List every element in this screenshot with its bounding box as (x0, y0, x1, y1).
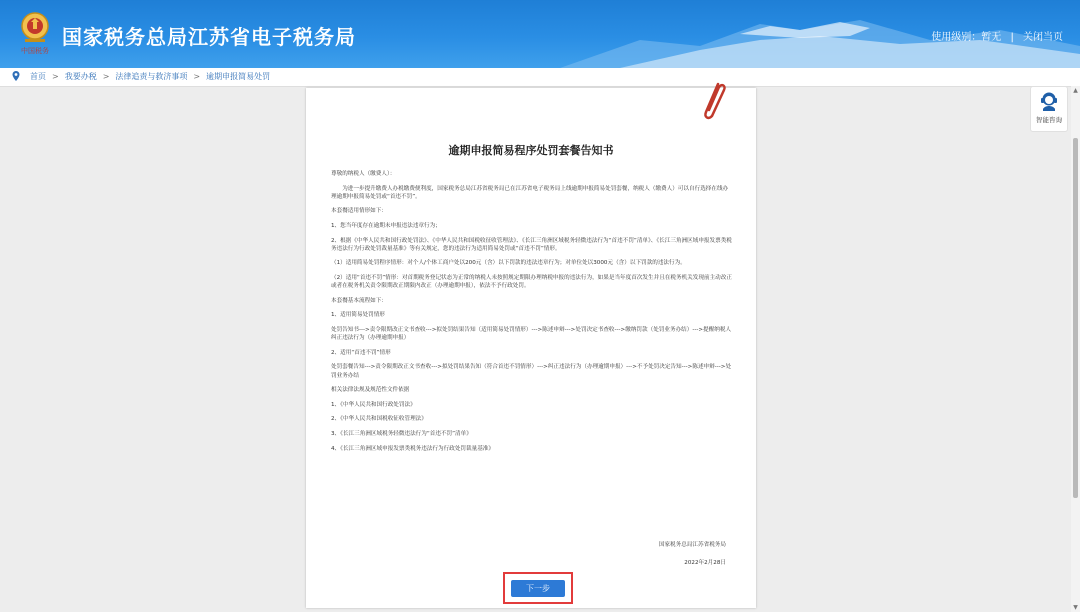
breadcrumb-separator: > (193, 72, 201, 81)
smart-consult-widget[interactable] (1030, 86, 1068, 132)
law-item-1: 1、《中华人民共和国行政处罚法》 (331, 401, 416, 408)
header-user-actions (928, 28, 1066, 43)
next-step-button[interactable]: 下一步 (511, 580, 565, 597)
flow-2-title: 2、适用“首违不罚”情形 (331, 349, 391, 356)
breadcrumb-home[interactable]: 首页 (30, 72, 46, 81)
tax-emblem-icon (16, 10, 54, 58)
customer-service-icon (1040, 91, 1058, 113)
location-pin-icon (11, 68, 21, 85)
flow-1-steps: 处罚告知书--->责令限期改正文书查收--->拟处罚结果告知（适用简易处罚情形）--->陈述申辩--->处罚决定书查收--->缴纳罚款（处罚业务办结）--->提醒纳税人纠正违法行为（办理逾期申报） (331, 326, 732, 342)
greeting-text: 尊敬的纳税人（缴费人）： (331, 171, 396, 177)
page-scrollbar[interactable] (1071, 86, 1080, 612)
document-body (331, 170, 733, 459)
scroll-down-arrow-icon[interactable]: ▼ (1073, 604, 1078, 611)
flow-heading: 本套餐基本流程如下： (331, 297, 387, 304)
svg-text:中国税务: 中国税务 (21, 47, 49, 55)
header-separator: | (1010, 32, 1014, 43)
flow-1-title: 1、适用简易处罚情形 (331, 312, 385, 319)
smart-consult-label: 智能咨询 (1036, 116, 1062, 124)
signature-date: 2022年2月28日 (684, 560, 726, 566)
breadcrumb-tax-services[interactable]: 我要办税 (64, 72, 97, 81)
scope-item-1: 1、您当年度存在逾期未申报违法违章行为； (331, 222, 441, 229)
law-item-4: 4、《长江三角洲区域申报发票类税务违法行为行政处罚裁量基准》 (331, 445, 494, 452)
site-title: 国家税务总局江苏省电子税务局 (62, 25, 356, 49)
breadcrumb-separator: > (102, 72, 110, 81)
notice-document (306, 88, 756, 608)
document-title: 逾期申报简易程序处罚套餐告知书 (448, 144, 614, 157)
scrollbar-thumb[interactable] (1073, 138, 1078, 498)
breadcrumb (0, 68, 1080, 87)
usage-level-text: 使用级别：暂无 (931, 32, 1002, 43)
flow-2-steps: 处罚套餐告知--->责令限期改正文书查收--->拟处罚结果告知（符合首违不罚情形）--->纠正违法行为（办理逾期申报）--->不予处罚决定告知--->陈述申辩--->处罚业务办结 (331, 364, 732, 379)
law-item-2: 2、《中华人民共和国税收征收管理法》 (331, 416, 427, 423)
breadcrumb-legal-relief[interactable]: 法律追责与救济事项 (115, 72, 188, 81)
law-heading: 相关法律法规及规范性文件依据 (331, 387, 410, 394)
case-first-offense: （2）适用“首违不罚”情形：对首期税务登记状态为正常的纳税人未按照规定期限办理纳税申报的违法行为，如果是当年度首次发生并且在税务机关发现前主动改正或者在税务机关责令限期改正期限内改正（办理逾期申报），依法不予行政处罚。 (331, 274, 732, 290)
case-simple-penalty: （1）适用简易处罚程序情形：对个人/个体工商户处以200元（含）以下罚款的违法违章行为；对单位处以3000元（含）以下罚款的违法行为。 (331, 260, 686, 267)
scroll-up-arrow-icon[interactable]: ▲ (1073, 87, 1078, 94)
intro-paragraph: 为进一步提升缴费人办税缴费便利度，国家税务总局江苏省税务局已在江苏省电子税务局上线逾期申报简易处罚套餐，纳税人（缴费人）可以自行选择在线办理逾期申报简易处罚或“首违不罚”。 (331, 185, 729, 200)
close-page-link[interactable]: 关闭当页 (1023, 32, 1063, 43)
breadcrumb-current-page[interactable]: 逾期申报简易处罚 (206, 72, 271, 81)
next-button-highlight (503, 572, 573, 604)
paperclip-icon (696, 82, 732, 122)
breadcrumb-separator: > (52, 72, 59, 81)
site-header (0, 0, 1080, 68)
signature-organization: 国家税务总局江苏省税务局 (658, 542, 726, 548)
law-item-3: 3、《长江三角洲区域税务轻微违法行为“首违不罚”清单》 (331, 430, 472, 437)
scope-item-2: 2、根据《中华人民共和国行政处罚法》、《中华人民共和国税收征收管理法》、《长江三角洲区域税务轻微违法行为“首违不罚”清单》、《长江三角洲区域申报发票类税务违法行为行政处罚裁量基准》等有关规定，您的违法行为适用简易处罚或“首违不罚”情形。 (331, 237, 732, 252)
scope-heading: 本套餐适用情形如下： (331, 208, 387, 215)
